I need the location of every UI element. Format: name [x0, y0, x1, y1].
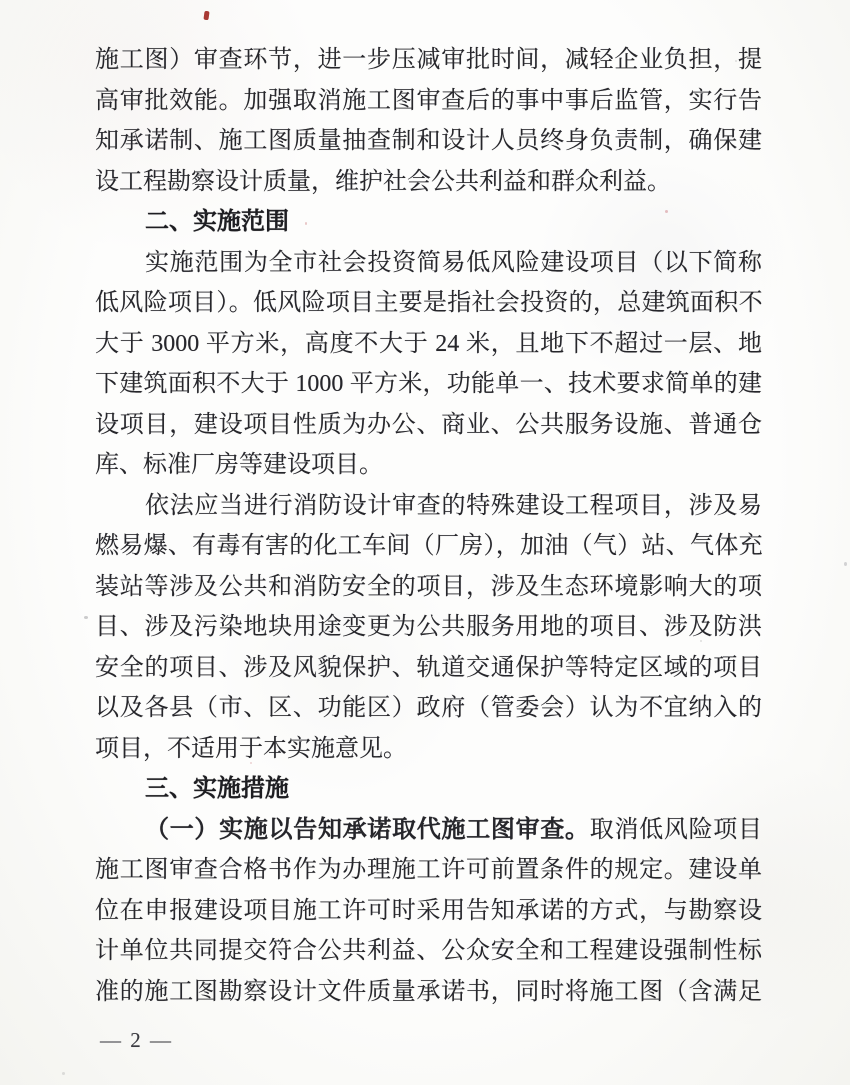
- text-line: 位在申报建设项目施工许可时采用告知承诺的方式，与勘察设: [95, 897, 762, 924]
- document-text-block: [95, 40, 762, 1012]
- text-line: 高审批效能。加强取消施工图审查后的事中事后监管，实行告: [95, 87, 762, 114]
- text-line: 库、标准厂房等建设项目。: [95, 452, 383, 478]
- text-line: 依法应当进行消防设计审查的特殊建设工程项目，涉及易: [145, 492, 762, 519]
- page-number: — 2 —: [100, 1028, 173, 1052]
- text-line: 设项目，建设项目性质为办公、商业、公共服务设施、普通仓: [95, 411, 762, 438]
- text-line: 大于 3000 平方米，高度不大于 24 米，且地下不超过一层、地: [95, 330, 762, 357]
- text-line: 以及各县（市、区、功能区）政府（管委会）认为不宜纳入的: [95, 695, 762, 721]
- section-heading-2: 二、实施范围: [145, 208, 289, 235]
- text-line: 燃易爆、有毒有害的化工车间（厂房），加油（气）站、气体充: [95, 533, 762, 559]
- text-line: 目、涉及污染地块用途变更为公共服务用地的项目、涉及防洪: [95, 614, 762, 640]
- section-heading-3: 三、实施措施: [145, 775, 289, 802]
- text-line: 装站等涉及公共和消防安全的项目，涉及生态环境影响大的项: [95, 573, 762, 600]
- text-line: [95, 810, 762, 851]
- scan-speck: [84, 616, 88, 619]
- text-line: 计单位共同提交符合公共利益、公众安全和工程建设强制性标: [95, 938, 762, 964]
- text-line: 实施范围为全市社会投资简易低风险建设项目（以下简称: [145, 249, 762, 276]
- text-line: 安全的项目、涉及风貌保护、轨道交通保护等特定区域的项目: [95, 654, 762, 681]
- text-line: 低风险项目）。低风险项目主要是指社会投资的，总建筑面积不: [95, 290, 762, 316]
- text-line: 设工程勘察设计质量，维护社会公共利益和群众利益。: [95, 168, 671, 195]
- red-ink-speck: [203, 11, 209, 21]
- text-line: 施工图审查合格书作为办理施工许可前置条件的规定。建设单: [95, 857, 762, 883]
- text-line: 项目，不适用于本实施意见。: [95, 735, 407, 762]
- text-line: 知承诺制、施工图质量抽查制和设计人员终身负责制，确保建: [95, 128, 762, 154]
- item-title: （一）实施以告知承诺取代施工图审查。: [145, 816, 590, 843]
- scan-speck: [62, 1072, 65, 1075]
- text-line: 准的施工图勘察设计文件质量承诺书，同时将施工图（含满足: [95, 978, 762, 1005]
- item-body: 取消低风险项目: [589, 816, 762, 843]
- scan-speck: [844, 562, 847, 566]
- text-line: 施工图）审查环节，进一步压减审批时间，减轻企业负担，提: [95, 47, 762, 73]
- text-line: 下建筑面积不大于 1000 平方米，功能单一、技术要求简单的建: [95, 371, 762, 397]
